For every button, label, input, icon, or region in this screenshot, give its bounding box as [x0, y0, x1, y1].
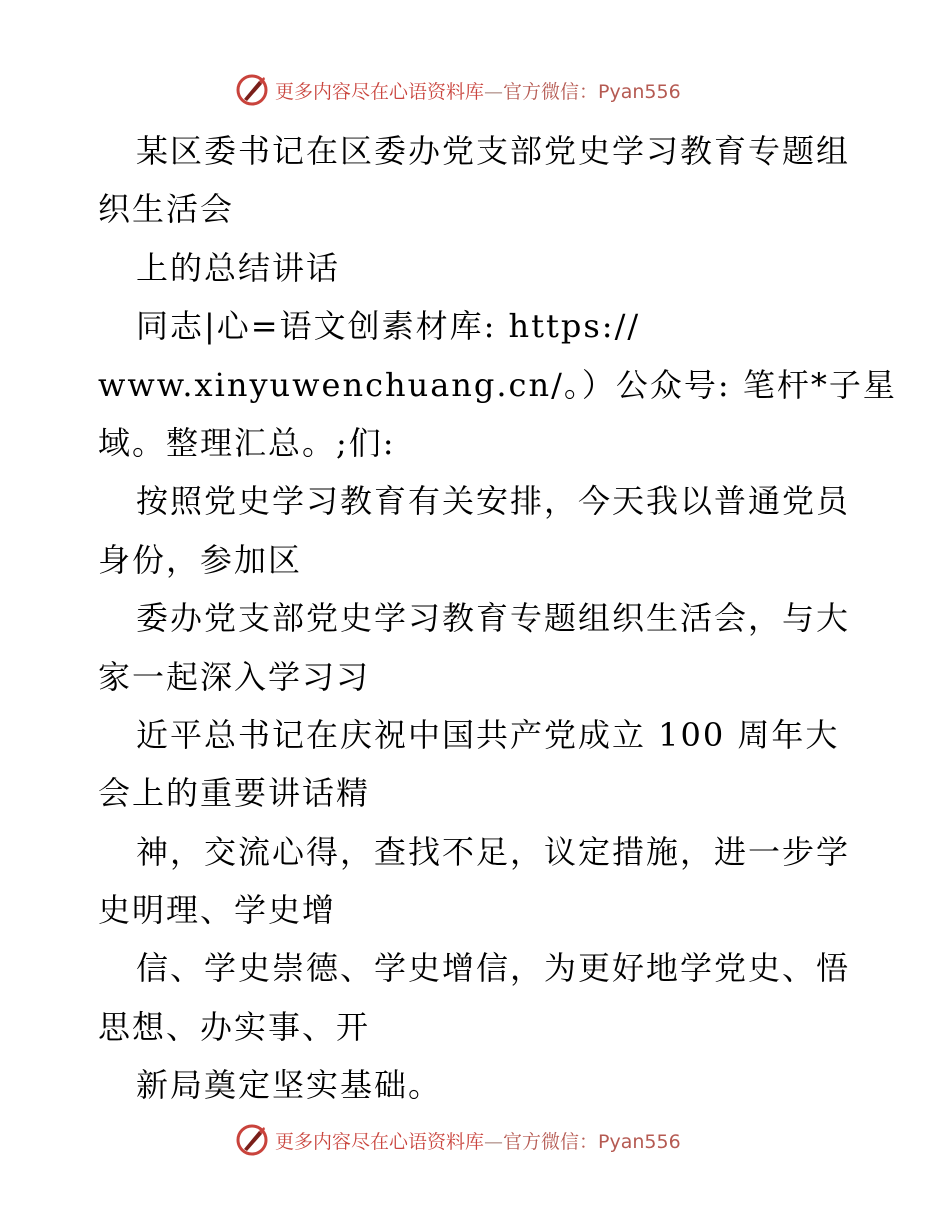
body-line: 家一起深入学习习 [98, 657, 371, 696]
body-line: 织生活会 [98, 190, 235, 229]
body-line: www.xinyuwenchuang.cn/。）公众号: 笔杆*子星 [98, 365, 897, 404]
banner-wechat-text: 官方微信：Pyan556 [503, 80, 681, 103]
banner-text [275, 77, 681, 104]
body-line: 同志|心=语文创素材库: https:// [136, 307, 641, 346]
document-body [98, 122, 897, 1115]
banner-separator: — [484, 80, 504, 103]
body-line: 身份，参加区 [98, 540, 303, 579]
body-line: 按照党史学习教育有关安排，今天我以普通党员 [136, 482, 851, 521]
header-banner [235, 70, 735, 110]
body-line: 思想、办实事、开 [98, 1007, 371, 1046]
body-line: 新局奠定坚实基础。 [136, 1066, 443, 1105]
banner-text [275, 1127, 681, 1154]
body-line: 近平总书记在庆祝中国共产党成立 100 周年大 [136, 715, 840, 754]
body-line: 史明理、学史增 [98, 891, 337, 930]
footer-banner [235, 1120, 735, 1160]
banner-main-text: 更多内容尽在心语资料库 [275, 80, 485, 103]
body-line: 委办党支部党史学习教育专题组织生活会，与大 [136, 599, 851, 638]
body-line: 神，交流心得，查找不足，议定措施，进一步学 [136, 832, 851, 871]
body-line: 域。整理汇总。;们: [98, 423, 396, 462]
body-line: 信、学史崇德、学史增信，为更好地学党史、悟 [136, 949, 851, 988]
banner-wechat-text: 官方微信：Pyan556 [503, 1130, 681, 1153]
quill-pen-circle-icon [235, 1123, 269, 1157]
banner-separator: — [484, 1130, 504, 1153]
body-line: 某区委书记在区委办党支部党史学习教育专题组 [136, 132, 851, 170]
quill-pen-circle-icon [235, 73, 269, 107]
banner-main-text: 更多内容尽在心语资料库 [275, 1130, 485, 1153]
body-line: 会上的重要讲话精 [98, 774, 371, 813]
body-line: 上的总结讲话 [136, 248, 341, 287]
